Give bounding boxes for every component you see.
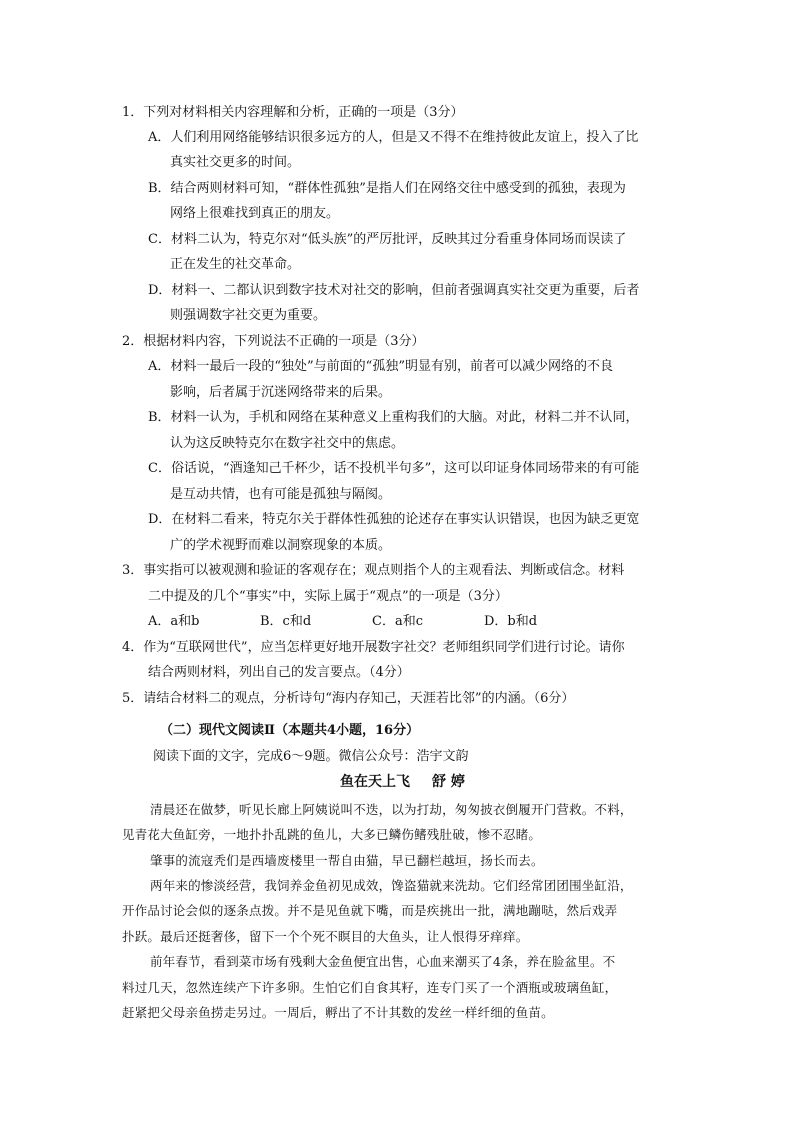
essay-title (340, 774, 465, 791)
essay-paragraph-4-cont: 料过几天，忽然连续产下许多卵。生怕它们自食其籽，连专门买了一个酒瓶或玻璃鱼缸， (122, 980, 618, 995)
q1-option-c: C．材料二认为，特克尔对“低头族”的严厉批评，反映其过分看重身体同场而误读了 (148, 232, 627, 247)
q3-option-d: D．b和d (484, 614, 538, 629)
question-5-stem: 5．请结合材料二的观点，分析诗句“海内存知己，天涯若比邻”的内涵。（6分） (122, 691, 575, 706)
essay-title-text: 鱼在天上飞 (340, 774, 410, 790)
question-4-stem-cont: 结合两则材料，列出自己的发言要点。（4分） (148, 665, 410, 680)
q2-option-d-cont: 广的学术视野而难以洞察现象的本质。 (170, 538, 392, 553)
section-heading: （二）现代文阅读Ⅱ（本题共4小题，16分） (160, 723, 420, 738)
q2-option-d: D．在材料二看来，特克尔关于群体性孤独的论述存在事实认识错误，也因为缺乏更宽 (148, 512, 640, 527)
q1-option-a-cont: 真实社交更多的时间。 (170, 155, 301, 170)
q3-options (148, 613, 537, 630)
q3-option-b: B．c和d (260, 614, 312, 629)
q2-option-c-cont: 是互动共情，也有可能是孤独与隔阂。 (170, 487, 392, 502)
essay-paragraph-3-cont: 开作品讨论会似的逐条点拨。并不是见鱼就下嘴，而是疾挑出一批，满地蹦哒，然后戏弄 (122, 903, 618, 918)
q1-option-d-cont: 则强调数字社交更为重要。 (170, 308, 327, 323)
essay-paragraph-4: 前年春节，看到菜市场有残剩大金鱼便宜出售，心血来潮买了4条，养在脸盆里。不 (150, 954, 616, 969)
essay-paragraph-1: 清晨还在做梦，听见长廊上阿姨说叫不迭，以为打劫，匆匆披衣倒履开门营救。不料， (150, 802, 633, 817)
q1-option-a: A．人们利用网络能够结识很多远方的人，但是又不得不在维持彼此友谊上，投入了比 (148, 130, 639, 145)
q1-option-b: B．结合两则材料可知，“群体性孤独”是指人们在网络交往中感受到的孤独，表现为 (148, 181, 626, 196)
essay-author: 舒 婷 (432, 774, 465, 790)
q2-option-a-cont: 影响，后者属于沉迷网络带来的后果。 (170, 385, 392, 400)
q1-option-b-cont: 网络上很难找到真正的朋友。 (170, 206, 340, 221)
q2-option-c: C．俗话说，“酒逢知己千杯少，话不投机半句多”，这可以印证身体同场带来的有可能 (148, 461, 640, 476)
q1-option-d: D．材料一、二都认识到数字技术对社交的影响，但前者强调真实社交更为重要，后者 (148, 283, 640, 298)
q3-option-a: A．a和b (148, 614, 200, 629)
q2-option-b: B．材料一认为，手机和网络在某种意义上重构我们的大脑。对此，材料二并不认同， (148, 410, 639, 425)
question-4-stem: 4．作为“互联网世代”，应当怎样更好地开展数字社交？老师组织同学们进行讨论。请你 (122, 640, 625, 655)
section-instruction: 阅读下面的文字，完成6～9题。微信公众号：浩宇文韵 (153, 749, 469, 764)
question-1-stem: 1．下列对材料相关内容理解和分析，正确的一项是（3分） (122, 105, 464, 120)
q2-option-a: A．材料一最后一段的“独处”与前面的“孤独”明显有别，前者可以减少网络的不良 (148, 359, 613, 374)
essay-paragraph-2: 肇事的流寇秃们是西墙废楼里一帮自由猫，早已翻栏越垣，扬长而去。 (150, 853, 544, 868)
q1-option-c-cont: 正在发生的社交革命。 (170, 257, 301, 272)
essay-paragraph-3: 两年来的惨淡经营，我饲养金鱼初见成效，馋盗猫就来洗劫。它们经常团团围坐缸沿， (150, 878, 633, 893)
question-3-stem: 3．事实指可以被观测和验证的客观存在；观点则指个人的主观看法、判断或信念。材料 (122, 563, 625, 578)
essay-paragraph-1-cont: 见青花大鱼缸旁，一地扑扑乱跳的鱼儿，大多已鳞伤鳍残肚破，惨不忍睹。 (122, 827, 542, 842)
essay-paragraph-3-cont2: 扑跃。最后还挺奢侈，留下一个个死不瞑目的大鱼头，让人恨得牙痒痒。 (122, 929, 529, 944)
q2-option-b-cont: 认为这反映特克尔在数字社交中的焦虑。 (170, 436, 405, 451)
q3-option-c: C．a和c (372, 614, 423, 629)
question-2-stem: 2．根据材料内容，下列说法不正确的一项是（3分） (122, 334, 425, 349)
question-3-stem-cont: 二中提及的几个“事实”中，实际上属于“观点”的一项是（3分） (148, 589, 508, 604)
essay-paragraph-4-cont2: 赶紧把父母亲鱼捞走另过。一周后，孵出了不计其数的发丝一样纤细的鱼苗。 (122, 1005, 554, 1020)
